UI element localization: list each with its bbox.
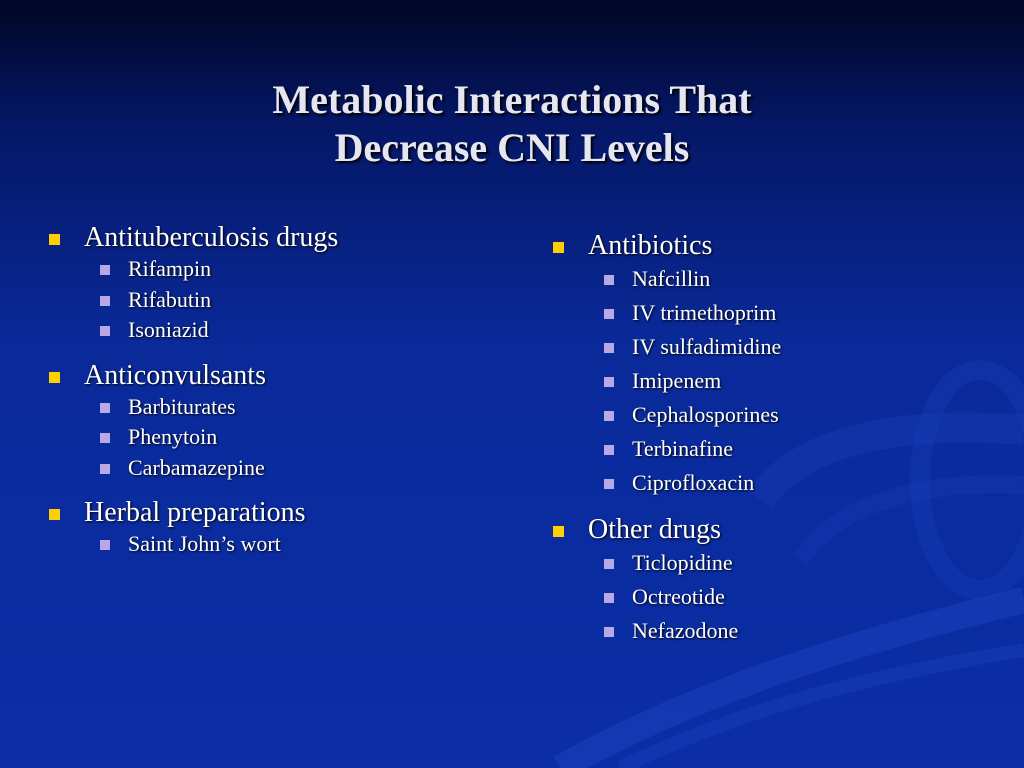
square-bullet-icon	[604, 479, 614, 489]
list-item: Octreotide	[550, 580, 1010, 614]
list-item: Barbiturates	[46, 392, 506, 423]
group-label: Antituberculosis drugs	[84, 222, 339, 253]
square-bullet-icon	[100, 296, 110, 306]
group-heading	[46, 222, 506, 254]
square-bullet-icon	[604, 559, 614, 569]
group-antibiotics	[550, 230, 1010, 500]
group-heading	[550, 514, 1010, 546]
group-label: Other drugs	[588, 514, 721, 545]
list-item: Rifampin	[46, 254, 506, 285]
square-bullet-icon	[604, 627, 614, 637]
group-label: Antibiotics	[588, 230, 713, 261]
slide-title	[0, 76, 1024, 172]
group-other-drugs	[550, 514, 1010, 648]
square-bullet-icon	[604, 411, 614, 421]
square-bullet-icon	[604, 309, 614, 319]
group-label: Anticonvulsants	[84, 359, 266, 391]
list-item: Saint John’s wort	[46, 529, 506, 560]
slide-title-line-2: Decrease CNI Levels	[334, 125, 690, 170]
square-bullet-icon	[49, 372, 60, 383]
list-item: Imipenem	[550, 364, 1010, 398]
square-bullet-icon	[604, 445, 614, 455]
right-column	[550, 230, 1010, 648]
list-item: Nefazodone	[550, 614, 1010, 648]
list-item: Ciprofloxacin	[550, 466, 1010, 500]
square-bullet-icon	[100, 403, 110, 413]
square-bullet-icon	[604, 275, 614, 285]
square-bullet-icon	[553, 242, 564, 253]
list-item: IV trimethoprim	[550, 296, 1010, 330]
slide-title-line-1: Metabolic Interactions That	[272, 77, 752, 122]
square-bullet-icon	[49, 234, 60, 245]
group-heading	[550, 230, 1010, 262]
square-bullet-icon	[100, 326, 110, 336]
square-bullet-icon	[100, 540, 110, 550]
group-antituberculosis	[46, 222, 506, 346]
list-item: Nafcillin	[550, 262, 1010, 296]
group-herbal-preparations	[46, 497, 506, 560]
list-item: Phenytoin	[46, 422, 506, 453]
group-anticonvulsants	[46, 360, 506, 484]
square-bullet-icon	[100, 265, 110, 275]
list-item: Rifabutin	[46, 285, 506, 316]
square-bullet-icon	[604, 377, 614, 387]
list-item: Isoniazid	[46, 315, 506, 346]
square-bullet-icon	[553, 526, 564, 537]
list-item: Terbinafine	[550, 432, 1010, 466]
left-column	[46, 222, 506, 560]
group-heading	[46, 497, 506, 529]
list-item: Ticlopidine	[550, 546, 1010, 580]
list-item: IV sulfadimidine	[550, 330, 1010, 364]
group-label: Herbal preparations	[84, 497, 306, 528]
list-item: Cephalosporines	[550, 398, 1010, 432]
group-heading	[46, 360, 506, 392]
square-bullet-icon	[100, 433, 110, 443]
square-bullet-icon	[100, 464, 110, 474]
list-item: Carbamazepine	[46, 453, 506, 484]
square-bullet-icon	[604, 343, 614, 353]
square-bullet-icon	[49, 509, 60, 520]
square-bullet-icon	[604, 593, 614, 603]
